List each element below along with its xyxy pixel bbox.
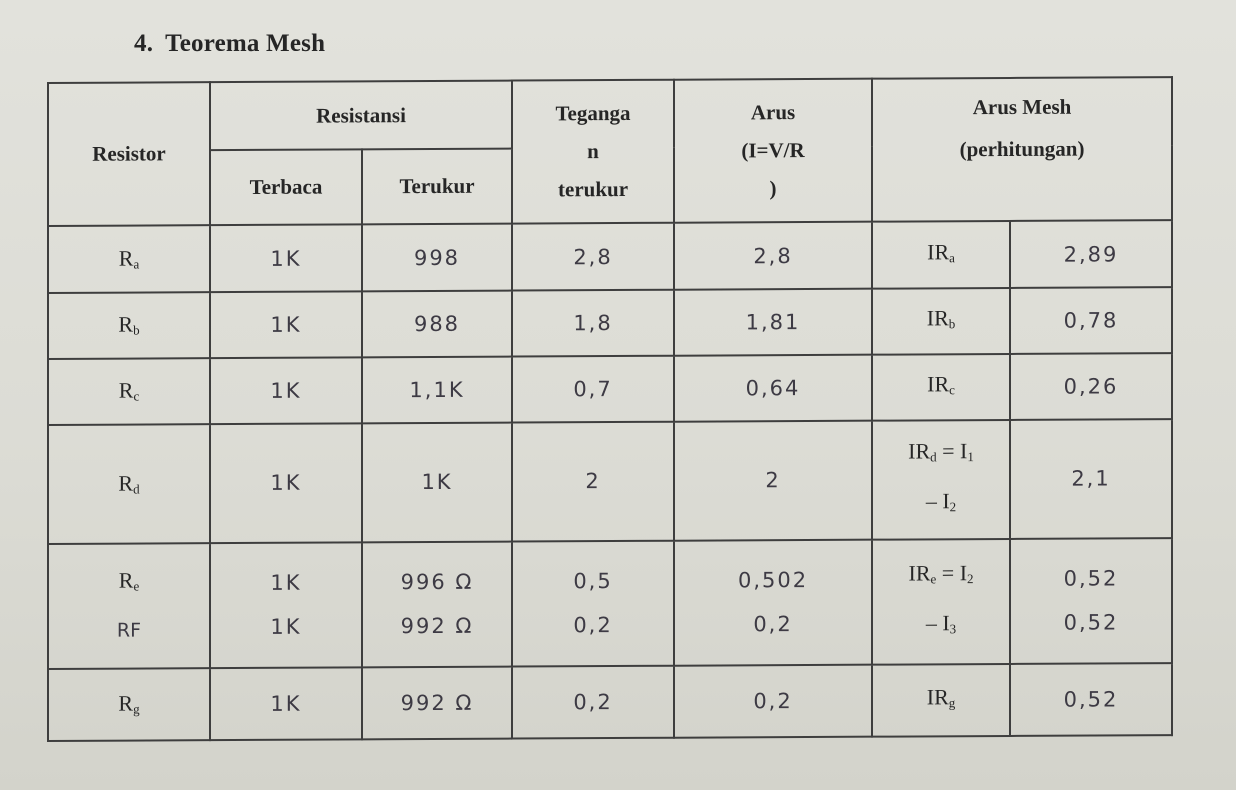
cell-terukur: 998	[362, 223, 512, 291]
mesh-theorem-table	[47, 76, 1173, 742]
header-tegangan-line3: terukur	[558, 177, 629, 202]
cell-mesh-value: 0,78	[1010, 287, 1172, 353]
resistor-name-rf: RF	[116, 619, 142, 642]
cell-arus: 0,64	[674, 354, 872, 421]
cell-mesh-value-rf: 0,52	[1063, 610, 1119, 635]
section-number: 4.	[134, 30, 154, 57]
cell-terbaca: 1K	[210, 667, 362, 740]
cell-terbaca-re: 1K	[270, 570, 302, 595]
section-title	[134, 30, 325, 58]
cell-tegangan: 2	[512, 422, 674, 542]
cell-tegangan: 1,8	[512, 290, 674, 356]
cell-mesh-value	[1010, 538, 1172, 664]
cell-arus: 1,81	[674, 289, 872, 355]
cell-mesh-label	[872, 539, 1010, 664]
header-resistansi: Resistansi	[210, 81, 512, 151]
mesh-label-line2: – $I_3$	[925, 610, 957, 637]
resistor-name: $R_c$	[48, 358, 210, 425]
cell-terukur-re: 996 Ω	[400, 569, 474, 595]
cell-mesh-label	[872, 420, 1010, 539]
cell-arus-re: 0,502	[737, 568, 809, 593]
cell-terbaca	[210, 542, 362, 668]
cell-terukur-rf: 992 Ω	[400, 613, 474, 639]
cell-mesh-value: 0,52	[1010, 663, 1172, 736]
cell-mesh-value: 0,26	[1010, 353, 1172, 420]
mesh-label-line1: $IR_d = I_1$	[908, 438, 974, 465]
table-row-rb	[48, 287, 1172, 358]
cell-tegangan: 0,7	[512, 355, 674, 422]
cell-mesh-value-re: 0,52	[1063, 566, 1119, 591]
resistor-name: $R_a$	[48, 225, 210, 293]
resistor-name-re: $R_e$	[118, 567, 140, 594]
cell-arus-rf: 0,2	[753, 612, 793, 637]
cell-terukur: 1K	[362, 423, 512, 543]
cell-mesh-label: $IR_a$	[872, 221, 1010, 289]
header-terukur: Terukur	[362, 149, 512, 224]
header-row-1	[48, 77, 1172, 151]
cell-mesh-label: $IR_b$	[872, 288, 1010, 354]
cell-mesh-value: 2,1	[1010, 419, 1172, 539]
cell-mesh-label: $IR_c$	[872, 354, 1010, 421]
table-row-rc	[48, 353, 1172, 425]
cell-tegangan: 0,2	[512, 665, 674, 738]
header-tegangan-line2: n	[587, 139, 599, 164]
cell-terbaca: 1K	[210, 357, 362, 424]
table-row-ra	[48, 220, 1172, 293]
header-arus	[674, 79, 872, 223]
cell-terbaca: 1K	[210, 224, 362, 292]
section-heading: Teorema Mesh	[165, 30, 326, 57]
cell-terbaca: 1K	[210, 423, 362, 543]
cell-terukur: 992 Ω	[362, 666, 512, 739]
header-arus-line3: )	[769, 176, 777, 201]
header-tegangan-line1: Teganga	[555, 101, 631, 126]
cell-terukur: 988	[362, 291, 512, 357]
cell-tegangan: 2,8	[512, 223, 674, 291]
mesh-label-line1: $IR_e = I_2$	[908, 560, 974, 587]
header-arus-mesh-line2: (perhitungan)	[959, 136, 1085, 162]
cell-mesh-value: 2,89	[1010, 220, 1172, 288]
cell-terbaca-rf: 1K	[270, 614, 302, 639]
cell-arus: 2,8	[674, 222, 872, 290]
cell-arus: 2	[674, 421, 872, 541]
table-row-re-rf	[48, 538, 1172, 669]
cell-tegangan-re: 0,5	[573, 569, 613, 594]
table-row-rd	[48, 419, 1172, 544]
header-arus-mesh	[872, 77, 1172, 221]
cell-arus	[674, 539, 872, 665]
mesh-label-line2: – $I_2$	[925, 488, 957, 515]
header-arus-line1: Arus	[750, 100, 796, 125]
header-arus-mesh-line1: Arus Mesh	[972, 95, 1072, 120]
table-row-rg	[48, 663, 1172, 741]
header-terbaca: Terbaca	[210, 150, 362, 225]
cell-tegangan-rf: 0,2	[573, 613, 613, 638]
cell-terukur: 1,1K	[362, 356, 512, 423]
header-tegangan	[512, 80, 674, 224]
header-arus-line2: (I=V/R	[741, 138, 805, 163]
cell-arus: 0,2	[674, 664, 872, 738]
cell-terukur	[362, 541, 512, 667]
resistor-name: $R_d$	[48, 424, 210, 544]
resistor-name: $R_g$	[48, 668, 210, 741]
header-resistor: Resistor	[48, 82, 210, 226]
cell-tegangan	[512, 540, 674, 666]
cell-mesh-label: $IR_g$	[872, 663, 1010, 736]
resistor-name	[48, 543, 210, 669]
resistor-name: $R_b$	[48, 292, 210, 358]
cell-terbaca: 1K	[210, 292, 362, 358]
